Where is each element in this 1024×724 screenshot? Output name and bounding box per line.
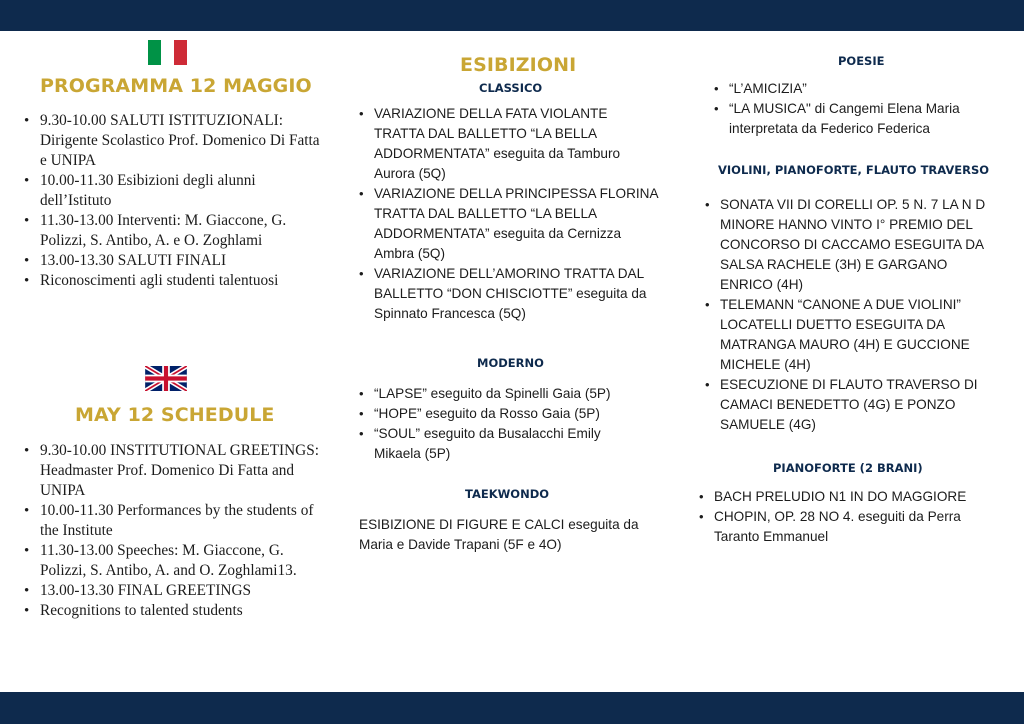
uk-flag-icon — [145, 366, 187, 391]
violini-heading: VIOLINI, PIANOFORTE, FLAUTO TRAVERSO — [718, 163, 990, 177]
list-item: • 9.30-10.00 INSTITUTIONAL GREETINGS: Headmaster Prof. Domenico Di Fatta and UNIPA — [22, 441, 320, 501]
taekwondo-text: ESIBIZIONE DI FIGURE E CALCI eseguita da Maria e Davide Trapani (5F e 4O) — [359, 517, 639, 552]
list-item: • “SOUL” eseguito da Busalacchi Emily Mikaela (5P) — [358, 424, 648, 464]
moderno-list — [358, 384, 648, 464]
list-item: • 13.00-13.30 SALUTI FINALI — [22, 251, 320, 271]
list-item: • VARIAZIONE DELLA FATA VIOLANTE TRATTA DAL BALLETTO “LA BELLA ADDORMENTATA” eseguita da Tamburo Aurora (5Q) — [358, 104, 658, 184]
list-item: • BACH PRELUDIO N1 IN DO MAGGIORE — [698, 487, 994, 507]
english-program-list — [22, 441, 320, 621]
taekwondo-heading: TAEKWONDO — [465, 487, 550, 501]
pianoforte-heading: PIANOFORTE (2 BRANI) — [773, 461, 923, 475]
list-item: • 11.30-13.00 Interventi: M. Giaccone, G. Polizzi, S. Antibo, A. e O. Zoghlami — [22, 211, 320, 251]
list-item: • “L’AMICIZIA” — [713, 79, 1003, 99]
italian-program-list — [22, 111, 320, 291]
list-item: • Recognitions to talented students — [22, 601, 320, 621]
violini-list — [704, 195, 1000, 435]
moderno-heading: MODERNO — [477, 356, 544, 370]
classico-list — [358, 104, 658, 324]
list-item: • VARIAZIONE DELLA PRINCIPESSA FLORINA TRATTA DAL BALLETTO “LA BELLA ADDORMENTATA” eseguita da Cernizza Ambra (5Q) — [358, 184, 658, 264]
list-item: • TELEMANN “CANONE A DUE VIOLINI” LOCATELLI DUETTO ESEGUITA DA MATRANGA MAURO (4H) E GUCCIONE MICHELE (4H) — [704, 295, 1000, 375]
pianoforte-list — [698, 487, 994, 547]
list-item: • 9.30-10.00 SALUTI ISTITUZIONALI: Dirigente Scolastico Prof. Domenico Di Fatta e UNIPA — [22, 111, 320, 171]
list-item: • CHOPIN, OP. 28 NO 4. eseguiti da Perra Taranto Emmanuel — [698, 507, 994, 547]
list-item: • ESECUZIONE DI FLAUTO TRAVERSO DI CAMACI BENEDETTO (4G) E PONZO SAMUELE (4G) — [704, 375, 1000, 435]
top-band — [0, 0, 1024, 31]
list-item: • 11.30-13.00 Speeches: M. Giaccone, G. Polizzi, S. Antibo, A. and O. Zoghlami13. — [22, 541, 320, 581]
list-item: • 10.00-11.30 Esibizioni degli alunni dell’Istituto — [22, 171, 320, 211]
list-item: • Riconoscimenti agli studenti talentuosi — [22, 271, 320, 291]
list-item: • 10.00-11.30 Performances by the students of the Institute — [22, 501, 320, 541]
italian-program-title: PROGRAMMA 12 MAGGIO — [40, 75, 312, 97]
list-item: • “LAPSE” eseguito da Spinelli Gaia (5P) — [358, 384, 648, 404]
poesie-list — [713, 79, 1003, 139]
esibizioni-title: ESIBIZIONI — [460, 54, 577, 76]
poesie-heading: POESIE — [838, 54, 885, 68]
english-program-title: MAY 12 SCHEDULE — [75, 404, 275, 426]
list-item: • VARIAZIONE DELL’AMORINO TRATTA DAL BALLETTO “DON CHISCIOTTE” eseguita da Spinnato Francesca (5Q) — [358, 264, 658, 324]
bottom-band — [0, 692, 1024, 724]
classico-heading: CLASSICO — [479, 81, 543, 95]
list-item: • SONATA VII DI CORELLI OP. 5 N. 7 LA N D MINORE HANNO VINTO I° PREMIO DEL CONCORSO DI CACCAMO ESEGUITA DA SALSA RACHELE (3H) E GARGANO ENRICO (4H) — [704, 195, 1000, 295]
list-item: • 13.00-13.30 FINAL GREETINGS — [22, 581, 320, 601]
list-item: • “LA MUSICA" di Cangemi Elena Maria interpretata da Federico Federica — [713, 99, 1003, 139]
list-item: • “HOPE” eseguito da Rosso Gaia (5P) — [358, 404, 648, 424]
italian-flag-icon — [148, 40, 187, 65]
